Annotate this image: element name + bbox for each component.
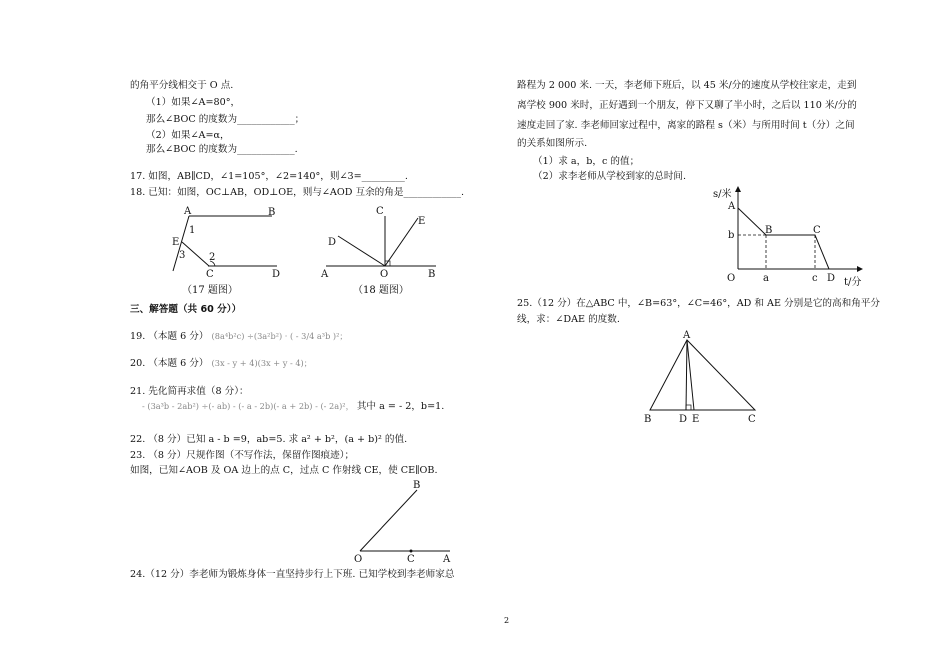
question-20 xyxy=(130,357,312,370)
question-17: 17. 如图，AB∥CD，∠1=105°，∠2=140°，则∠3=_________. xyxy=(130,171,408,182)
distance-time-graph xyxy=(707,185,877,290)
label-C: C xyxy=(407,554,415,565)
question-24: 24.（12 分）李老师为锻炼身体一直坚持步行上下班. 已知学校到李老师家总 xyxy=(130,569,455,580)
caption: （17 题图） xyxy=(182,285,238,296)
text-line: 速度走回了家. 李老师回家过程中，离家的路程 s（米）与所用时间 t（分）之间 xyxy=(517,120,855,131)
label-b: b xyxy=(728,230,735,241)
formula: (8a⁴b²c) ÷(3a²b²) · ( - 3/4 a³b )²； xyxy=(211,331,348,341)
question-25-text: 线，求：∠DAE 的度数. xyxy=(517,314,620,325)
question-18: 18. 已知：如图，OC⊥AB，OD⊥OE，则与∠AOD 互余的角是____________. xyxy=(130,187,465,198)
label-C: C xyxy=(813,225,821,236)
question-23-text: 如图，已知∠AOB 及 OA 边上的点 C，过点 C 作射线 CE，使 CE∥OB. xyxy=(130,465,438,476)
label-2: 2 xyxy=(209,252,216,263)
label-B: B xyxy=(428,269,436,280)
label-D: D xyxy=(272,269,281,280)
label-a: a xyxy=(763,273,769,284)
text-line: （2）求李老师从学校到家的总时间. xyxy=(533,171,687,182)
question-25: 25.（12 分）在△ABC 中，∠B=63°，∠C=46°，AD 和 AE 分别是它的高和角平分 xyxy=(517,298,880,309)
figure-25 xyxy=(640,326,765,426)
text-line: 的角平分线相交于 O 点. xyxy=(130,80,234,91)
label-O: O xyxy=(354,554,363,565)
label-E: E xyxy=(418,216,426,227)
label-O: O xyxy=(727,273,736,284)
label-A: A xyxy=(321,269,329,280)
figure-18 xyxy=(318,200,448,300)
x-axis-label: t/分 xyxy=(844,277,862,288)
section-heading: 三、解答题（共 60 分）） xyxy=(130,304,242,315)
caption: （18 题图） xyxy=(353,285,409,296)
text-line: 离学校 900 米时，正好遇到一个朋友，停下又聊了半小时，之后以 110 米/分的 xyxy=(517,100,857,111)
text-line: 路程为 2 000 米. 一天，李老师下班后，以 45 米/分的速度从学校往家走，走到 xyxy=(517,80,857,91)
label-c: c xyxy=(812,273,818,284)
label-C: C xyxy=(376,206,384,217)
label-B: B xyxy=(765,225,773,236)
label-B: B xyxy=(413,480,421,491)
label-E: E xyxy=(172,237,180,248)
y-axis-label: s/米 xyxy=(713,189,732,200)
text-line: （1）如果∠A=80°， xyxy=(146,97,241,108)
label-C: C xyxy=(206,269,214,280)
question-label: 20. （本题 6 分） xyxy=(130,358,209,369)
label-A: A xyxy=(683,330,691,341)
text-line: 的关系如图所示. xyxy=(517,138,588,149)
label-D: D xyxy=(328,237,337,248)
label-B: B xyxy=(268,207,276,218)
label-A: A xyxy=(184,206,192,217)
label-B: B xyxy=(644,414,652,425)
text-line: （1）求 a，b，c 的值； xyxy=(533,156,640,167)
question-19 xyxy=(130,330,348,343)
question-23: 23. （8 分）尺规作图（不写作法，保留作图痕迹）； xyxy=(130,450,355,461)
label-C: C xyxy=(748,414,756,425)
text-line: 那么∠BOC 的度数为____________. xyxy=(146,144,298,155)
formula: - (3a³b - 2ab²) ÷(- ab) - (- a - 2b)(- a + 2b) - (- 2a)²， xyxy=(142,401,354,411)
page-number: 2 xyxy=(504,616,510,625)
label-1: 1 xyxy=(189,225,196,236)
label-A: A xyxy=(443,554,451,565)
question-label: 19. （本题 6 分） xyxy=(130,331,209,342)
question-22: 22. （8 分）已知 a - b =9，ab=5. 求 a² + b²，(a + b)² 的值. xyxy=(130,434,408,445)
figure-23 xyxy=(350,478,460,568)
figure-17 xyxy=(160,204,295,299)
label-3: 3 xyxy=(179,250,186,261)
label-D: D xyxy=(827,273,836,284)
label-A: A xyxy=(728,201,736,212)
text-line: 那么∠BOC 的度数为____________； xyxy=(146,114,305,125)
question-21-expression xyxy=(142,400,444,413)
condition: 其中 a = - 2，b=1. xyxy=(356,401,445,412)
question-21: 21. 先化简再求值（8 分）： xyxy=(130,386,249,397)
label-D: D xyxy=(679,414,688,425)
label-E: E xyxy=(692,414,700,425)
formula: (3x - y + 4)(3x + y - 4)； xyxy=(211,358,312,368)
label-O: O xyxy=(380,269,389,280)
text-line: （2）如果∠A=α， xyxy=(146,130,230,141)
